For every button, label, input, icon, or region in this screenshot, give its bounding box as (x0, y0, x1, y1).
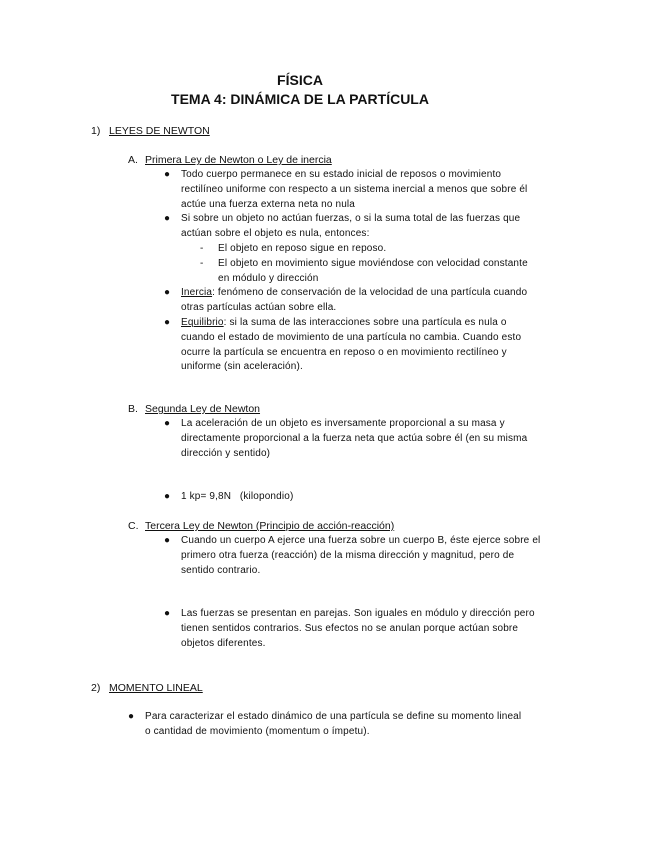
subsection-a-title: Primera Ley de Newton o Ley de inercia (145, 154, 332, 166)
list-item (164, 212, 541, 286)
section-2-bullets (128, 710, 525, 740)
bullet-text: La aceleración de un objeto es inversamente proporcional a su masa y directamente proporcional a la fuerza neta que actúa sobre él (en su misma dirección y sentido) (181, 418, 528, 459)
subsection-a-letter: A. (128, 154, 138, 166)
inercia-definition: : fenómeno de conservación de la velocidad de una partícula cuando otras partículas actúan sobre ella. (181, 287, 528, 314)
bullet-icon: ● (164, 608, 171, 619)
dash-icon: - (200, 242, 204, 254)
bullet-text: Para caracterizar el estado dinámico de una partícula se define su momento lineal o cantidad de movimiento (momentum o ímpetu). (145, 711, 522, 737)
bullet-icon: ● (164, 418, 171, 429)
subsection-b-heading (128, 403, 260, 415)
section-1-number: 1) (91, 125, 101, 137)
inercia-term: Inercia (181, 287, 213, 299)
section-2-number: 2) (91, 682, 101, 694)
bullet-icon: ● (164, 535, 171, 546)
document-subtitle: TEMA 4: DINÁMICA DE LA PARTÍCULA (171, 91, 429, 107)
dash-text: El objeto en reposo sigue en reposo. (218, 242, 387, 254)
bullet-icon: ● (164, 169, 171, 180)
subsection-c-heading (128, 520, 394, 532)
document-title: FÍSICA (277, 72, 323, 88)
list-item (164, 168, 541, 212)
bullet-text: Cuando un cuerpo A ejerce una fuerza sobre un cuerpo B, éste ejerce sobre el primero otra fuerza (reacción) de la misma dirección y magnitud, pero de sentido contrario. (181, 535, 541, 576)
dash-text: El objeto en movimiento sigue moviéndose con velocidad constante en módulo y dirección (218, 257, 528, 284)
subsection-b-bullet-2 (164, 490, 541, 505)
subsection-b-bullet-1 (164, 417, 541, 461)
list-item (181, 242, 541, 257)
subsection-c-bullet-2 (164, 607, 541, 651)
subsection-c-title: Tercera Ley de Newton (Principio de acción-reacción) (145, 520, 395, 532)
list-item (164, 534, 541, 578)
list-item (164, 607, 541, 651)
bullet-icon: ● (164, 491, 171, 502)
bullet-text: 1 kp= 9,8N (kilopondio) (181, 491, 294, 502)
bullet-text: Si sobre un objeto no actúan fuerzas, o si la suma total de las fuerzas que actúan sobre el objeto es nula, entonces: (181, 213, 521, 240)
list-item (181, 257, 541, 287)
list-item (164, 490, 541, 505)
dash-icon: - (200, 257, 204, 269)
equilibrio-term: Equilibrio (181, 316, 224, 328)
equilibrio-definition: : si la suma de las interacciones sobre una partícula es nula o cuando el estado de movimiento de una partícula no cambia. Cuando esto ocurre la partícula se encuentra en reposo o en movimiento rectilíneo y uniforme (sin aceleración). (181, 316, 522, 373)
subsection-b-title: Segunda Ley de Newton (145, 403, 261, 415)
list-item (164, 417, 541, 461)
dash-list (181, 242, 541, 286)
subsection-b-letter: B. (128, 403, 138, 415)
bullet-icon: ● (164, 213, 171, 225)
subsection-c-bullet-1 (164, 534, 541, 578)
subsection-a-bullets (164, 168, 541, 375)
bullet-icon: ● (164, 287, 171, 299)
bullet-text: Las fuerzas se presentan en parejas. Son iguales en módulo y dirección pero tienen sentidos contrarios. Sus efectos no se anulan porque actúan sobre objetos diferentes. (181, 608, 535, 649)
bullet-icon: ● (164, 316, 171, 328)
subsection-a-heading (128, 154, 332, 166)
section-2-heading (91, 682, 203, 694)
list-item (164, 316, 541, 375)
bullet-icon: ● (128, 711, 135, 722)
section-2-title: MOMENTO LINEAL (109, 682, 203, 694)
list-item (164, 286, 541, 316)
section-1-heading (91, 125, 210, 137)
subsection-c-letter: C. (128, 520, 139, 532)
list-item (128, 710, 525, 740)
bullet-text: Todo cuerpo permanece en su estado inicial de reposos o movimiento rectilíneo uniforme con respecto a un sistema inercial a menos que sobre él actúe una fuerza externa neta no nula (181, 169, 528, 210)
section-1-title: LEYES DE NEWTON (109, 125, 210, 137)
